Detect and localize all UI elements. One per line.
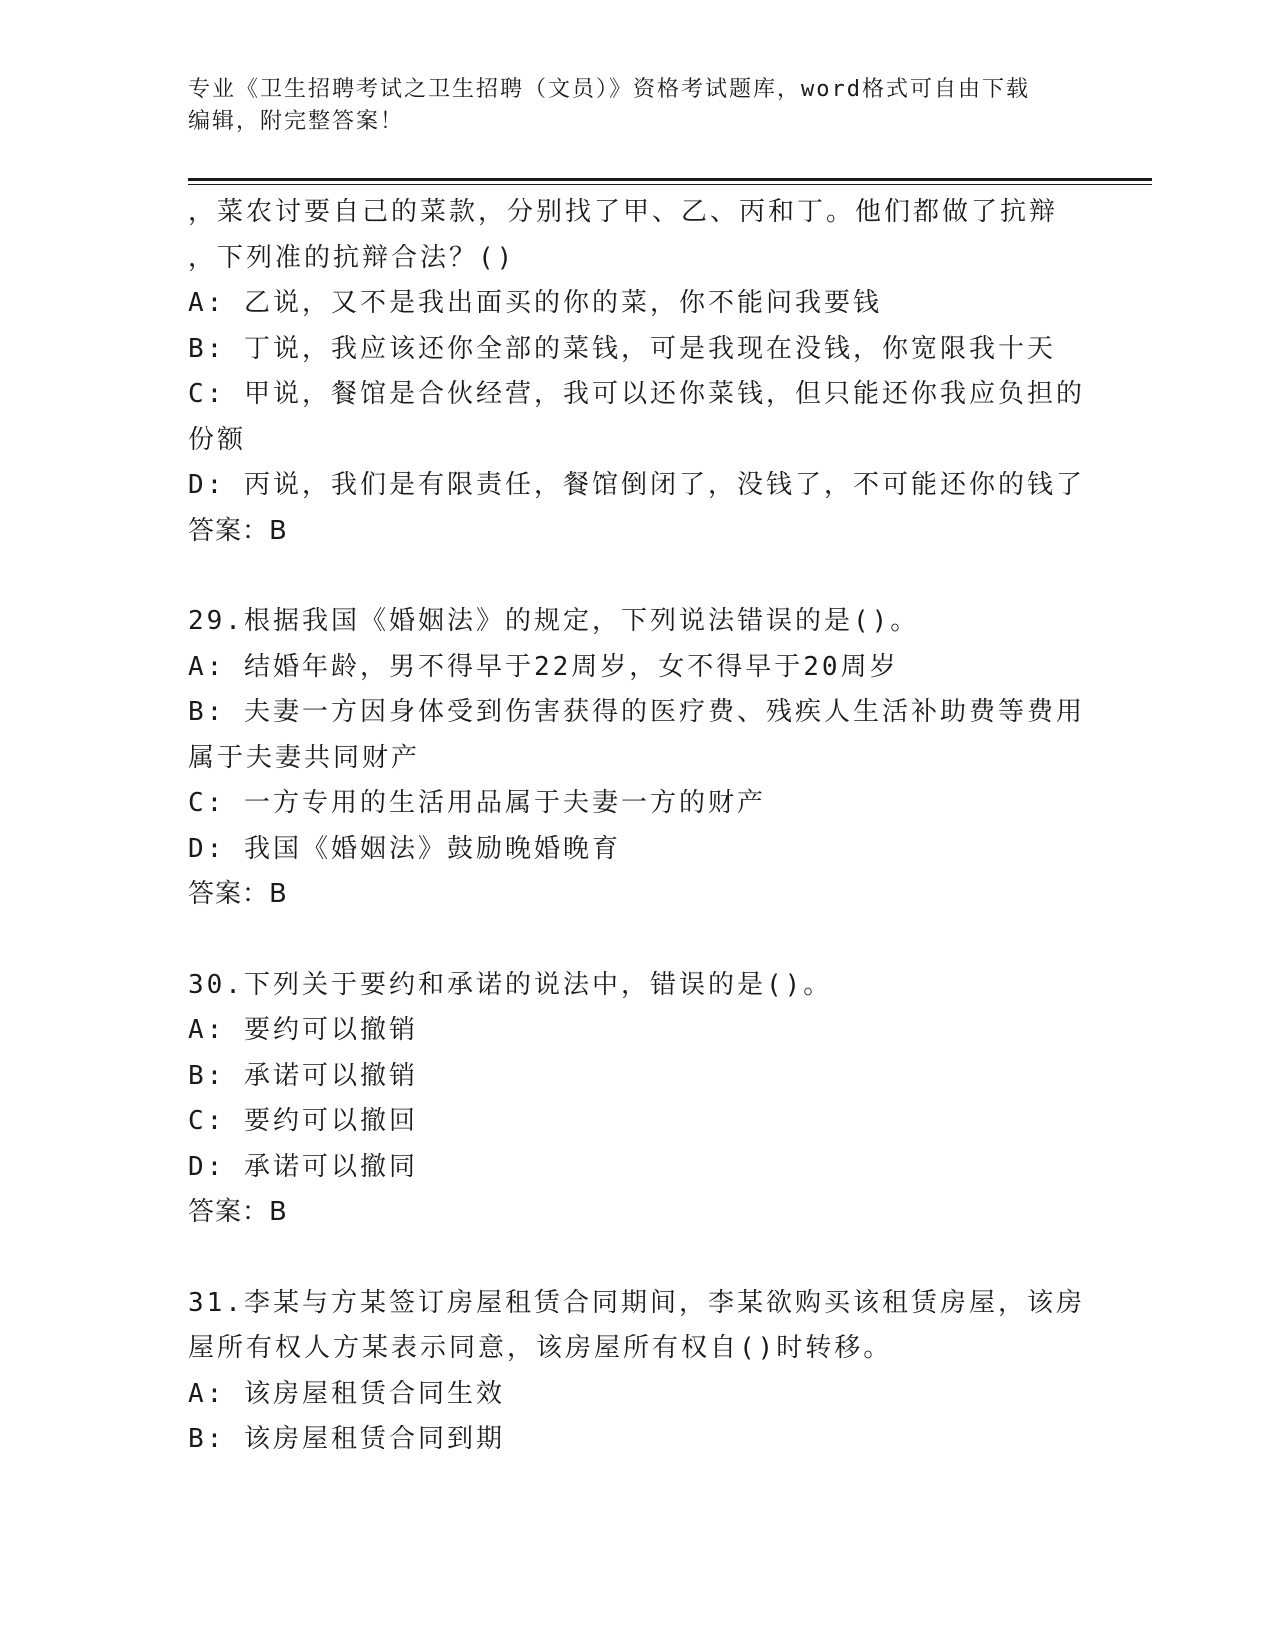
option-b: B: 夫妻一方因身体受到伤害获得的医疗费、残疾人生活补助费等费用 xyxy=(188,697,1085,727)
question-stem: 31.李某与方某签订房屋租赁合同期间，李某欲购买该租赁房屋，该房 xyxy=(188,1287,1085,1318)
spacer xyxy=(188,554,1088,599)
question-29 xyxy=(188,599,1088,918)
option-d: D: 承诺可以撤同 xyxy=(188,1151,418,1182)
option-c: C: 一方专用的生活用品属于夫妻一方的财产 xyxy=(188,788,766,818)
question-stem: 29.根据我国《婚姻法》的规定，下列说法错误的是()。 xyxy=(188,606,920,636)
answer-label: 答案：B xyxy=(188,515,288,546)
question-28 xyxy=(188,190,1088,554)
option-c: C: 要约可以撤回 xyxy=(188,1106,418,1136)
question-stem: 30.下列关于要约和承诺的说法中，错误的是()。 xyxy=(188,969,833,1000)
question-stem-continued: 屋所有权人方某表示同意，该房屋所有权自()时转移。 xyxy=(188,1333,893,1363)
question-stem-line: ，下列准的抗辩合法？() xyxy=(188,242,516,273)
option-c: C: 甲说，餐馆是合伙经营，我可以还你菜钱，但只能还你我应负担的 xyxy=(188,379,1085,409)
answer-label: 答案：B xyxy=(188,1197,288,1227)
option-a: A: 该房屋租赁合同生效 xyxy=(188,1378,505,1409)
option-a: A: 结婚年龄，男不得早于22周岁，女不得早于20周岁 xyxy=(188,651,899,682)
spacer xyxy=(188,1236,1088,1281)
option-a: A: 要约可以撤销 xyxy=(188,1015,418,1045)
header-line-2: 编辑，附完整答案！ xyxy=(188,109,405,134)
question-31 xyxy=(188,1281,1088,1463)
question-30 xyxy=(188,963,1088,1236)
option-d: D: 丙说，我们是有限责任，餐馆倒闭了，没钱了，不可能还你的钱了 xyxy=(188,470,1085,500)
header-divider-thin xyxy=(188,184,1152,185)
option-b-continued: 属于夫妻共同财产 xyxy=(188,742,421,773)
answer-label: 答案：B xyxy=(188,879,288,909)
option-c-continued: 份额 xyxy=(188,424,247,455)
option-a: A: 乙说，又不是我出面买的你的菜，你不能问我要钱 xyxy=(188,288,882,318)
option-d: D: 我国《婚姻法》鼓励晚婚晚育 xyxy=(188,833,621,864)
header-divider-thick xyxy=(188,178,1152,181)
header-line-1: 专业《卫生招聘考试之卫生招聘（文员）》资格考试题库，word格式可自由下载 xyxy=(188,77,1030,102)
option-b: B: 丁说，我应该还你全部的菜钱，可是我现在没钱，你宽限我十天 xyxy=(188,333,1056,364)
spacer xyxy=(188,918,1088,963)
document-header xyxy=(188,74,1088,138)
option-b: B: 该房屋租赁合同到期 xyxy=(188,1424,505,1454)
question-list xyxy=(188,190,1088,1463)
question-stem-line: ，菜农讨要自己的菜款，分别找了甲、乙、丙和丁。他们都做了抗辩 xyxy=(188,197,1059,227)
option-b: B: 承诺可以撤销 xyxy=(188,1060,418,1091)
